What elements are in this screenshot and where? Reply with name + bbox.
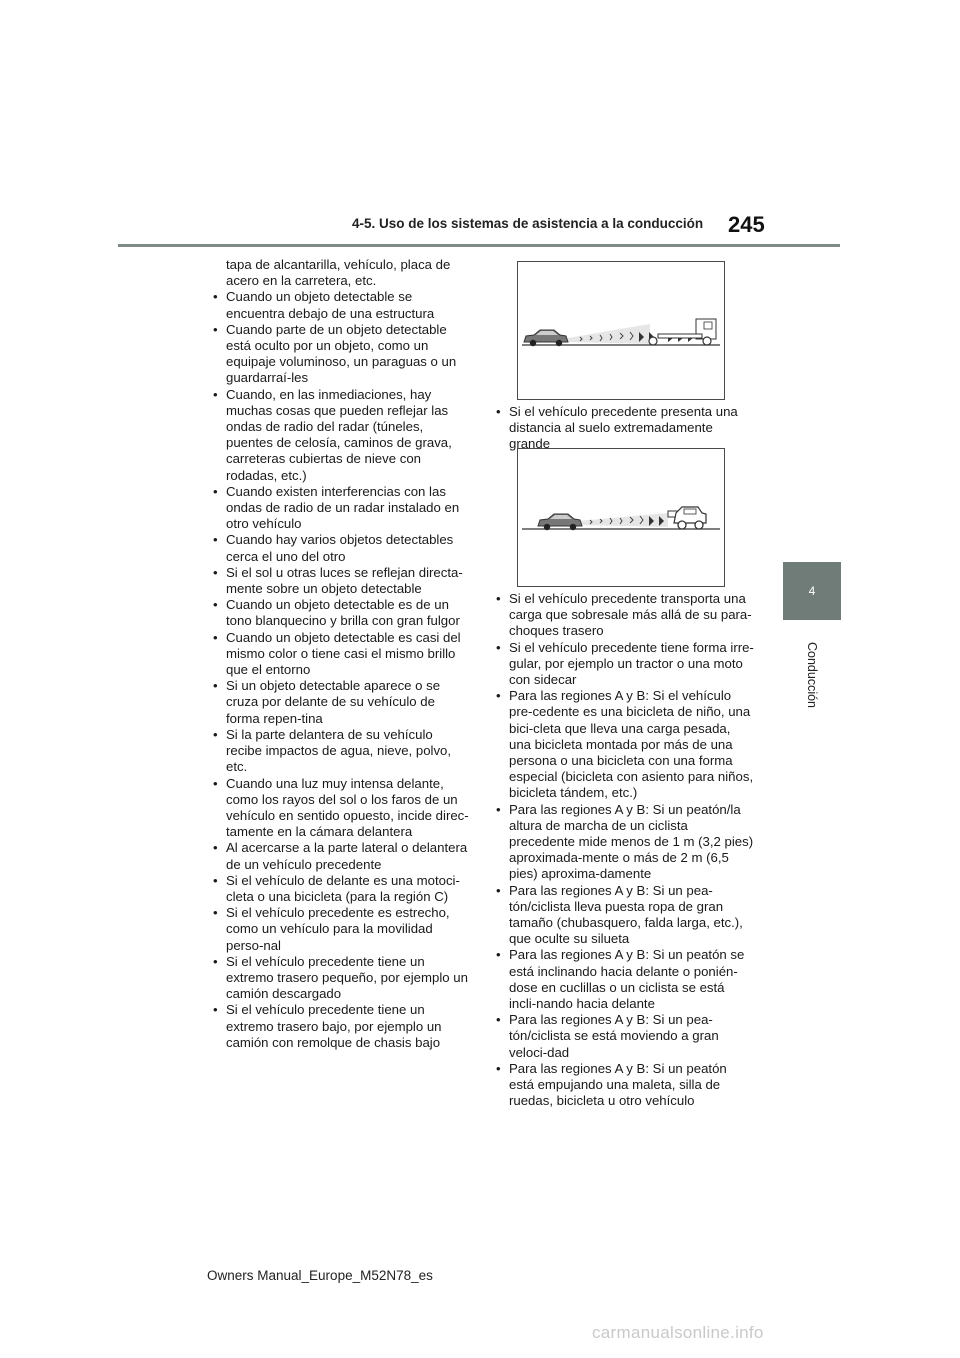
left-column [210, 257, 470, 1051]
list-item: • Si el vehículo de delante es una motoci-cleta o una bicicleta (para la región C) [210, 873, 470, 905]
right-column [493, 404, 755, 453]
section-title: 4-5. Uso de los sistemas de asistencia a la conducción [352, 216, 704, 231]
list-item: • Para las regiones A y B: Si un peatón se está inclinando hacia delante o ponién-dose en cuclillas o un ciclista se está incli-nando hacia delante [493, 947, 755, 1012]
right-bullet-list [493, 591, 755, 1110]
header-rule [118, 244, 840, 247]
list-item: • Cuando parte de un objeto detectable está oculto por un objeto, como un equipaje voluminoso, un paraguas o un guardarraí-les [210, 322, 470, 387]
page-number: 245 [728, 212, 765, 237]
list-item: • Cuando una luz muy intensa delante, como los rayos del sol o los faros de un vehículo en sentido opuesto, incide direc-tamente en la cámara delantera [210, 776, 470, 841]
list-item: • Si la parte delantera de su vehículo recibe impactos de agua, nieve, polvo, etc. [210, 727, 470, 776]
illustration-high-clearance-truck [517, 261, 725, 400]
list-item: • Si el vehículo precedente tiene un extremo trasero bajo, por ejemplo un camión con remolque de chasis bajo [210, 1002, 470, 1051]
continuation-text: tapa de alcantarilla, vehículo, placa de acero en la carretera, etc. [226, 257, 451, 289]
list-item: • Cuando, en las inmediaciones, hay muchas cosas que pueden reflejar las ondas de radio del radar (túneles, puentes de celosía, caminos de grava, carreteras cubiertas de nieve con rodadas, etc.) [210, 387, 470, 484]
footer-text: Owners Manual_Europe_M52N78_es [207, 1268, 433, 1283]
list-item: • Si el vehículo precedente tiene un extremo trasero pequeño, por ejemplo un camión descargado [210, 954, 470, 1003]
list-item: • Si el vehículo precedente es estrecho, como un vehículo para la movilidad perso-nal [210, 905, 470, 954]
list-item: • Para las regiones A y B: Si un pea-tón/ciclista se está moviendo a gran veloci-dad [493, 1012, 755, 1061]
list-item: • Cuando un objeto detectable se encuentra debajo de una estructura [210, 289, 470, 321]
left-bullet-list [210, 289, 470, 1051]
list-item: • Cuando hay varios objetos detectables cerca el uno del otro [210, 532, 470, 564]
right-column-list [493, 591, 755, 1110]
list-item: • Para las regiones A y B: Si el vehículo pre-cedente es una bicicleta de niño, una bici-cleta que lleva una carga pesada, una bicicleta montada por más de una persona o una bicicleta con una forma especial (bicicleta con asiento para niños, bicicleta tándem, etc.) [493, 688, 755, 801]
chapter-number: 4 [808, 584, 816, 598]
list-item: • Si el vehículo precedente tiene forma irre-gular, por ejemplo un tractor o una moto con sidecar [493, 640, 755, 689]
illustration-protruding-load [517, 448, 725, 587]
list-item: • Cuando existen interferencias con las ondas de radio de un radar instalado en otro vehículo [210, 484, 470, 533]
list-item: • Para las regiones A y B: Si un pea-tón/ciclista lleva puesta ropa de gran tamaño (chubasquero, falda larga, etc.), que oculte su silueta [493, 883, 755, 948]
chapter-label: Conducción [805, 641, 819, 709]
list-item: • Cuando un objeto detectable es de un tono blanquecino y brilla con gran fulgor [210, 597, 470, 629]
list-item: • Para las regiones A y B: Si un peatón/la altura de marcha de un ciclista precedente mide menos de 1 m (3,2 pies) aproximada-mente o más de 2 m (6,5 pies) aproxima-damente [493, 802, 755, 883]
chapter-tab[interactable] [783, 562, 841, 620]
list-item: • Si un objeto detectable aparece o se cruza por delante de su vehículo de forma repen-tina [210, 678, 470, 727]
watermark: carmanualsonline.info [592, 1323, 764, 1342]
figure-caption: • Si el vehículo precedente presenta una distancia al suelo extremadamente grande [493, 404, 755, 453]
list-item: • Si el sol u otras luces se reflejan directa-mente sobre un objeto detectable [210, 565, 470, 597]
list-item: • Para las regiones A y B: Si un peatón está empujando una maleta, silla de ruedas, bicicleta u otro vehículo [493, 1061, 755, 1110]
list-item: • Si el vehículo precedente transporta una carga que sobresale más allá de su para-choques trasero [493, 591, 755, 640]
list-item: • Cuando un objeto detectable es casi del mismo color o tiene casi el mismo brillo que el entorno [210, 630, 470, 679]
figure-caption-list [493, 404, 755, 453]
list-item: • Al acercarse a la parte lateral o delantera de un vehículo precedente [210, 840, 470, 872]
